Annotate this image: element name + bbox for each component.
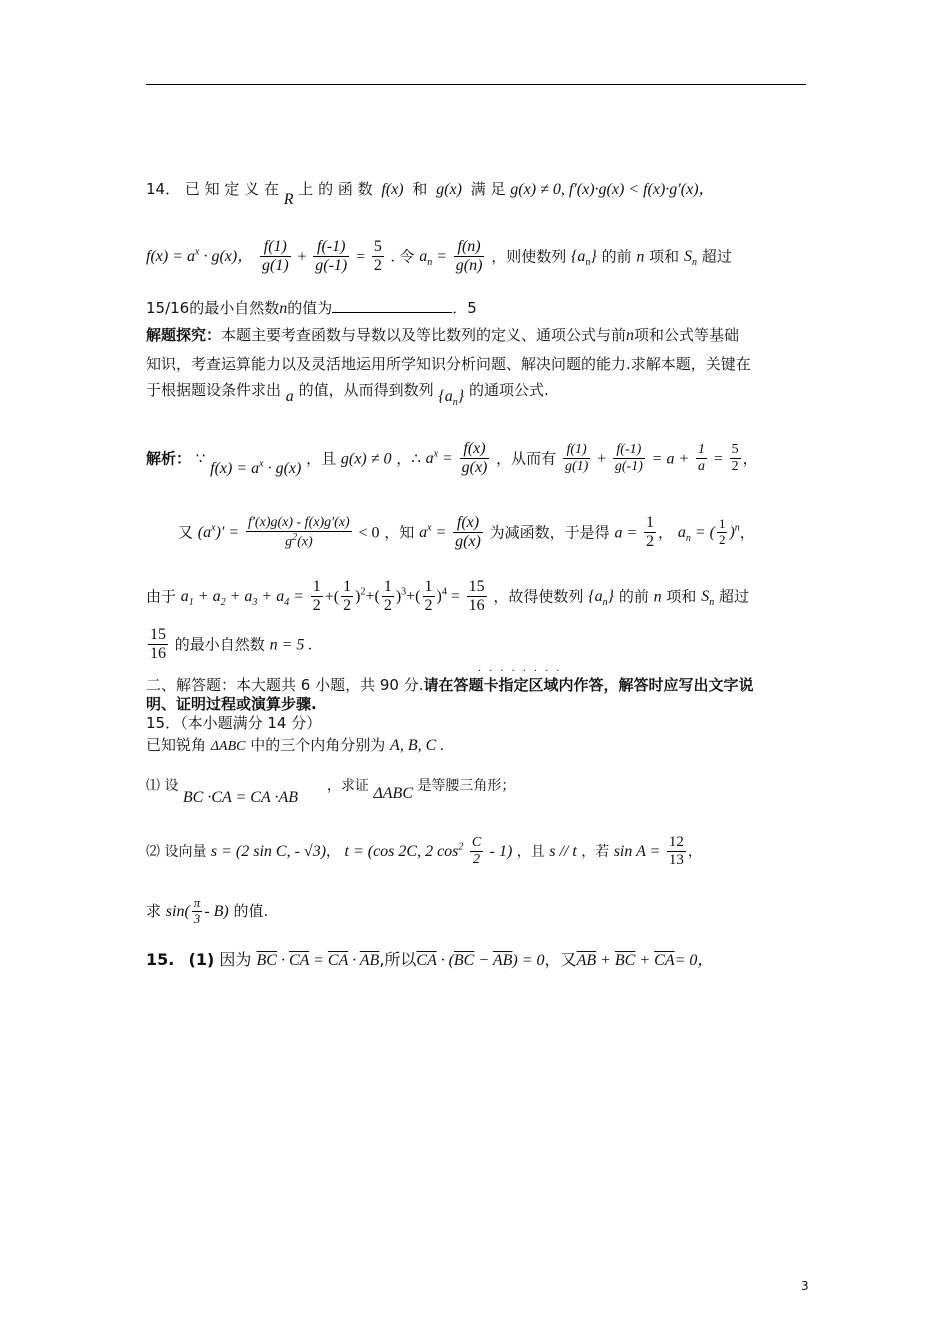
solution-line4: $\frac{15}{16}$ 的最小自然数 n = 5 . bbox=[150, 626, 313, 663]
part2-heading: 二、解答题：本大题共 6 小题，共 90 分.请在答题卡指定区域内作答，解答时应写出文字说 bbox=[146, 676, 754, 694]
p15-q1: ⑴ 设 BC ·CA = CA ·AB ，求证 ΔABC 是等腰三角形； bbox=[146, 778, 516, 806]
solution-line1: 解析： ∵ $f(x) = a^x \cdot g(x)$ ，且 g(x) ≠ 0 ，∴ $a^x$ = $\frac{f(x)}{g(x)}$ ，从而有 $\frac{f(1)}{g(1)}$ + $\frac{f(-1)}{g(-1)}$ = a + $\frac{1}{a}$ = $\frac{5}{2}$ ， bbox=[146, 440, 758, 478]
p14-line2: $f(x) = a^x \cdot g(x)$， $\frac{f(1)}{g(1)}$ + $\frac{f(-1)}{g(-1)}$ = $\frac{5}{2}$ . 令 $a_n$ = $\frac{f(n)}{g(n)}$ ，则使数列 $\{a_n\}$ 的前 n 项和 $S_n$ 超过 bbox=[146, 238, 732, 275]
p15-q3: 求 sin( $\frac{\pi}{3}$ - B) 的值. bbox=[146, 895, 269, 926]
explore-line2: 知识，考查运算能力以及灵活地运用所学知识分析问题、解决问题的能力.求解本题，关键在 bbox=[146, 355, 751, 373]
answer-blank bbox=[332, 298, 452, 313]
p15-intro: 已知锐角 ΔABC 中的三个内角分别为 A, B, C . bbox=[146, 736, 445, 754]
answer15-line: 15. (1) 因为 $\overline{BC} \cdot \overline{CA} = \overline{CA} \cdot \overline{AB}$,所以$\overline{CA} \cdot (\overline{BC} - \overline{AB}) = 0$，又$\overline{AB} + \overline{BC} + \overline{CA}= 0$， bbox=[146, 950, 714, 969]
explore-line3: 于根据题设条件求出 a 的值，从而得到数列 $\{a_n\}$ 的通项公式. bbox=[146, 381, 549, 409]
p14-line1: 14． 已 知 定 义 在 R 上 的 函 数 f(x) 和 g(x) 满 足 g(x) ≠ 0, f′(x)·g(x) < f(x)·g′(x)， bbox=[146, 180, 715, 208]
p15-q2: ⑵ 设向量 s = (2 sin C, - √3)， t = (cos 2C, 2 $\cos^2$ $\frac{C}{2}$ - 1) ，且 s // t ，若 sin A = $\frac{12}{13}$ ， bbox=[146, 834, 702, 869]
explore-line1: 解题探究：本题主要考查函数与导数以及等比数列的定义、通项公式与前n项和公式等基础 bbox=[146, 326, 740, 344]
header-rule bbox=[146, 84, 806, 85]
p14-answer: ．5 bbox=[452, 299, 477, 317]
solution-line3: 由于 $a_1 + a_2 + a_3 + a_4$ = $\frac{1}{2}$ +( $\frac{1}{2}$ )$^2$+( $\frac{1}{2}$ )$^3$+( $\frac{1}{2}$ )$^4$ = $\frac{15}{16}$ ，故得使数列 $\{a_n\}$ 的前 n 项和 $S_n$ 超过 bbox=[146, 578, 749, 615]
p15-label: 15．（本小题满分 14 分） bbox=[146, 714, 322, 732]
p14-line3: 15/16的最小自然数n的值为 ．5 bbox=[146, 299, 477, 317]
solution-line2: 又 $(a^x)'$ = $\frac{f'(x)g(x) - f(x)g'(x)}{g^2(x)}$ < 0 ，知 $a^x$ = $\frac{f(x)}{g(x)}$ 为减函数，于是得 a = $\frac{1}{2}$ ， $a_n$ = ( $\frac{1}{2}$ )$^n$， bbox=[178, 514, 755, 551]
part2-heading-2: 明、证明过程或演算步骤. bbox=[146, 695, 317, 713]
page-number: 3 bbox=[801, 1279, 809, 1293]
emphasis-dots: ········ bbox=[478, 666, 568, 677]
p14-condition: g(x) ≠ 0, f′(x)·g(x) < f(x)·g′(x)， bbox=[510, 181, 715, 198]
